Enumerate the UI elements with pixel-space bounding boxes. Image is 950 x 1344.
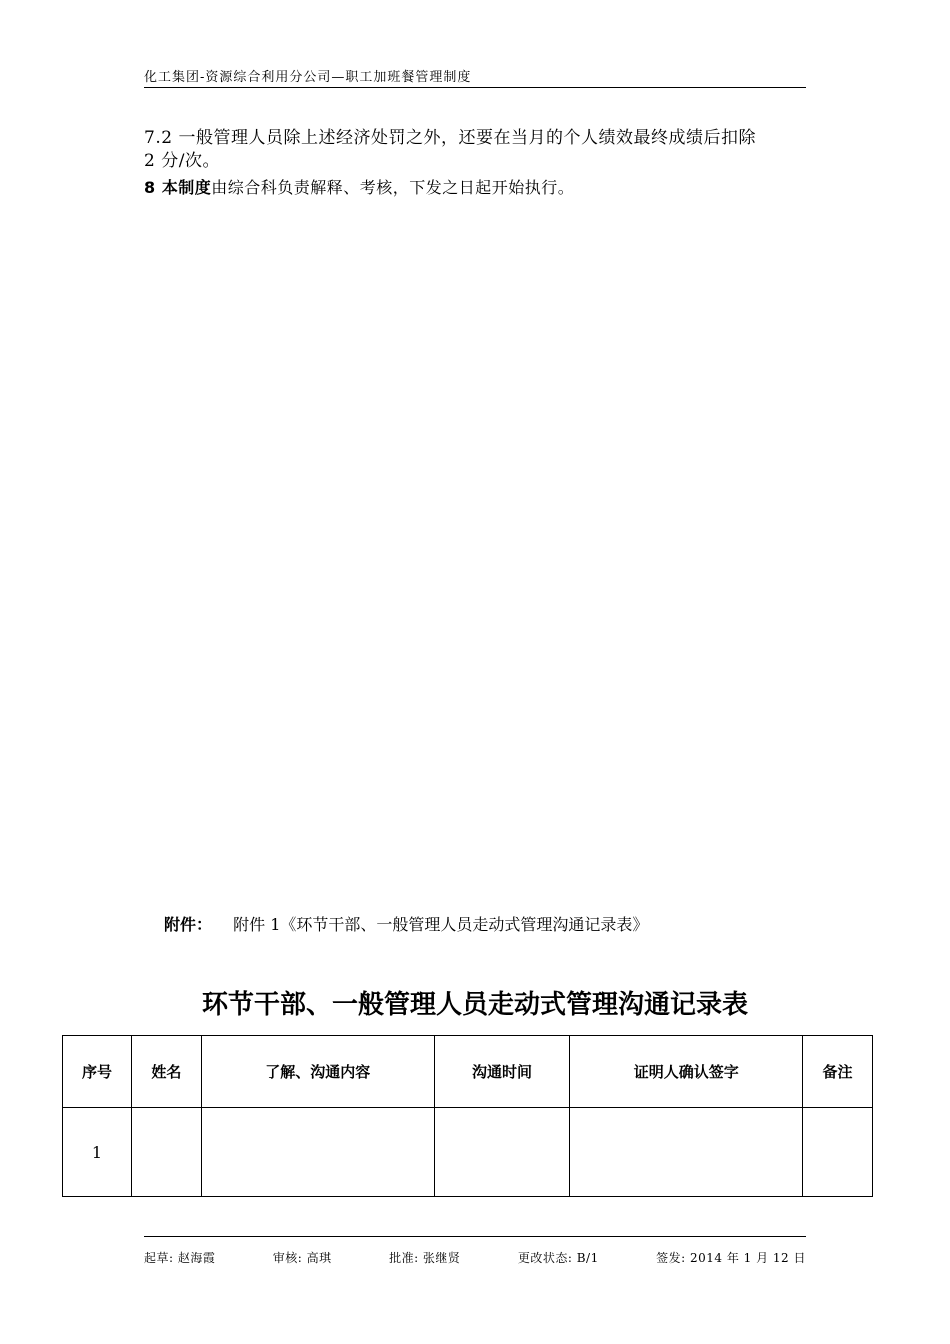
footer-reviewer: 审核: 高琪 <box>272 1251 332 1265</box>
col-header-time: 沟通时间 <box>434 1036 570 1108</box>
form-title: 环节干部、一般管理人员走动式管理沟通记录表 <box>201 990 748 1020</box>
clause-7-2 <box>144 127 814 173</box>
footer-drafter: 起草: 赵海霞 <box>144 1251 216 1265</box>
cell-content <box>201 1108 434 1197</box>
clause-8-heading: 8 本制度 <box>144 178 212 197</box>
col-header-index: 序号 <box>63 1036 132 1108</box>
col-header-name: 姓名 <box>131 1036 201 1108</box>
footer-revision: 更改状态: B/1 <box>517 1251 599 1265</box>
record-table <box>62 1035 873 1197</box>
col-header-remarks: 备注 <box>803 1036 873 1108</box>
attachment-label: 附件： <box>164 915 213 934</box>
table-row <box>63 1108 873 1197</box>
attachment-text: 附件 1《环节干部、一般管理人员走动式管理沟通记录表》 <box>233 915 649 934</box>
footer-issued: 签发: 2014 年 1 月 12 日 <box>656 1251 806 1265</box>
cell-witness <box>570 1108 803 1197</box>
clause-8 <box>144 176 814 199</box>
page-footer <box>144 1236 806 1266</box>
cell-name <box>131 1108 201 1197</box>
cell-time <box>434 1108 570 1197</box>
footer-approver: 批准: 张继贤 <box>389 1251 461 1265</box>
cell-remarks <box>803 1108 873 1197</box>
attachment-line <box>164 912 648 935</box>
table-header-row <box>63 1036 873 1108</box>
clause-7-2-line1: 7.2 一般管理人员除上述经济处罚之外，还要在当月的个人绩效最终成绩后扣除 <box>144 128 756 148</box>
clause-8-text: 由综合科负责解释、考核，下发之日起开始执行。 <box>211 178 575 197</box>
clause-7-2-line2: 2 分/次。 <box>144 151 220 171</box>
col-header-content: 了解、沟通内容 <box>201 1036 434 1108</box>
page-header: 化工集团-资源综合利用分公司—职工加班餐管理制度 <box>144 66 806 88</box>
cell-index: 1 <box>63 1108 132 1197</box>
col-header-witness: 证明人确认签字 <box>570 1036 803 1108</box>
